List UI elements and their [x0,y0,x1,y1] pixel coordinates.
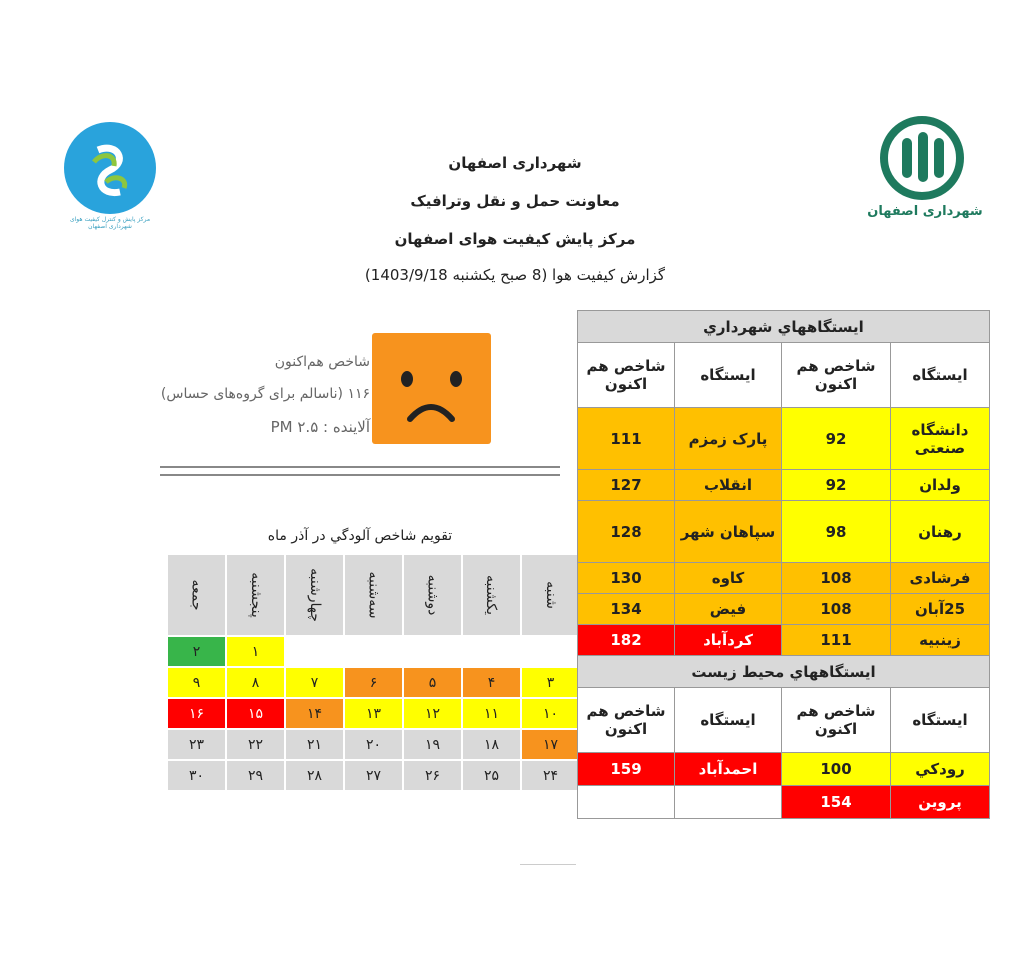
station-name: رودکي [891,753,990,786]
calendar-day-cell: ۹ [168,668,225,697]
calendar-day-cell: ۲۶ [404,761,461,790]
calendar-week [168,699,579,728]
station-index: 92 [782,470,891,501]
station-index: 159 [578,753,675,786]
station-name: کاوه [675,563,782,594]
station-row [578,753,990,786]
calendar-day-header [286,555,343,635]
station-name: زینبیه [891,625,990,656]
calendar-day-cell: ۴ [463,668,520,697]
calendar-day-name: پنجشنبه [247,572,264,618]
report-title: گزارش کیفیت هوا (8 صبح یکشنبه 1403/9/18) [364,266,666,284]
footer-divider [520,864,576,865]
calendar-day-name: دوشنبه [424,574,441,616]
station-name: فرشادی [891,563,990,594]
calendar-day-name: شنبه [542,581,559,609]
calendar-day-cell: ۲۴ [522,761,579,790]
station-index: 128 [578,501,675,563]
station-row [578,501,990,563]
calendar-day-cell: ۲۵ [463,761,520,790]
station-name: پارک زمزم [675,408,782,470]
calendar-day-cell [463,637,520,666]
municipality-logo [862,116,988,226]
column-header-station: ایستگاه [675,688,782,753]
station-index: 127 [578,470,675,501]
calendar-week [168,637,579,666]
calendar-day-cell: ۲۰ [345,730,402,759]
calendar-week [168,730,579,759]
station-name: ولدان [891,470,990,501]
calendar-day-name: سه‌شنبه [365,571,382,619]
station-index: 130 [578,563,675,594]
station-index [578,786,675,819]
calendar-week [168,761,579,790]
calendar-day-cell: ۲۳ [168,730,225,759]
header-subtitle: معاونت حمل و نقل وترافیک [410,192,620,210]
station-index: 108 [782,594,891,625]
calendar-day-cell: ۳ [522,668,579,697]
station-index: 108 [782,563,891,594]
column-header-index: شاخص هم اکنون [578,343,675,408]
station-row [578,594,990,625]
air-center-logo-icon [58,122,162,214]
calendar-day-cell: ۱۸ [463,730,520,759]
station-name: 25آبان [891,594,990,625]
calendar-day-cell: ۲ [168,637,225,666]
calendar-day-cell: ۲۸ [286,761,343,790]
station-index: 154 [782,786,891,819]
municipality-logo-text: شهرداری اصفهان [867,204,983,219]
station-row [578,786,990,819]
municipality-logo-icon [862,116,988,202]
table-section-row [578,656,990,688]
aqi-value: ۱۱۶ (ناسالم برای گروه‌های حساس) [160,386,370,402]
station-row [578,408,990,470]
station-row [578,470,990,501]
calendar-day-header [463,555,520,635]
station-name: سپاهان شهر [675,501,782,563]
station-name: رهنان [891,501,990,563]
calendar-day-header [345,555,402,635]
calendar-title: تقویم شاخص آلودگي در آذر ماه [267,528,453,544]
calendar-day-cell [522,637,579,666]
station-index: 98 [782,501,891,563]
station-index: 92 [782,408,891,470]
header-center-name: مرکز پایش کیفیت هوای اصفهان [394,230,636,248]
station-name [675,786,782,819]
divider [160,466,560,468]
calendar-day-cell: ۱۱ [463,699,520,728]
station-name: احمدآباد [675,753,782,786]
calendar-day-cell: ۲۲ [227,730,284,759]
calendar-day-header [404,555,461,635]
station-row [578,625,990,656]
station-index: 111 [578,408,675,470]
calendar-day-header [227,555,284,635]
calendar-day-cell: ۱ [227,637,284,666]
calendar-day-cell: ۱۷ [522,730,579,759]
station-index: 134 [578,594,675,625]
sad-face-icon [372,333,491,444]
calendar-day-name: چهارشنبه [306,568,323,622]
station-name: کردآباد [675,625,782,656]
calendar-day-cell: ۸ [227,668,284,697]
station-name: دانشگاه صنعتی [891,408,990,470]
column-header-station: ایستگاه [891,343,990,408]
station-index: 111 [782,625,891,656]
calendar-day-header [168,555,225,635]
municipal-stations-title: ایستگاههاي شهرداري [578,311,990,343]
calendar-day-name: جمعه [188,579,205,611]
calendar-day-cell: ۱۲ [404,699,461,728]
air-quality-center-logo [58,122,162,232]
station-name: انقلاب [675,470,782,501]
pollution-calendar [166,553,581,792]
calendar-day-cell: ۱۶ [168,699,225,728]
calendar-day-cell: ۱۵ [227,699,284,728]
divider [160,474,560,476]
column-header-index: شاخص هم اکنون [782,688,891,753]
table-section-row [578,311,990,343]
calendar-day-cell: ۱۰ [522,699,579,728]
environment-stations-title: ایستگاههاي محیط زیست [578,656,990,688]
calendar-week [168,668,579,697]
calendar-day-cell: ۱۴ [286,699,343,728]
calendar-day-cell [286,637,343,666]
station-name: پروین [891,786,990,819]
calendar-day-cell: ۲۱ [286,730,343,759]
table-header-row [578,343,990,408]
table-header-row [578,688,990,753]
station-name: فیض [675,594,782,625]
column-header-station: ایستگاه [675,343,782,408]
station-index: 182 [578,625,675,656]
aqi-pollutant: آلاینده : PM ۲.۵ [270,418,370,436]
calendar-day-cell: ۷ [286,668,343,697]
stations-table [577,310,990,819]
column-header-index: شاخص هم اکنون [782,343,891,408]
calendar-day-cell [404,637,461,666]
calendar-day-cell: ۱۳ [345,699,402,728]
calendar-day-cell: ۲۹ [227,761,284,790]
air-center-logo-text: مرکز پایش و کنترل کیفیت هوای شهرداری اصفهان [69,216,151,230]
column-header-station: ایستگاه [891,688,990,753]
station-row [578,563,990,594]
station-index: 100 [782,753,891,786]
calendar-day-cell [345,637,402,666]
calendar-day-cell: ۳۰ [168,761,225,790]
calendar-day-cell: ۱۹ [404,730,461,759]
calendar-day-header [522,555,579,635]
column-header-index: شاخص هم اکنون [578,688,675,753]
calendar-day-cell: ۵ [404,668,461,697]
aqi-label: شاخص هم‌اکنون [274,354,370,370]
header-title: شهرداری اصفهان [448,154,582,172]
calendar-day-cell: ۶ [345,668,402,697]
calendar-day-name: یکشنبه [483,574,500,616]
calendar-day-cell: ۲۷ [345,761,402,790]
